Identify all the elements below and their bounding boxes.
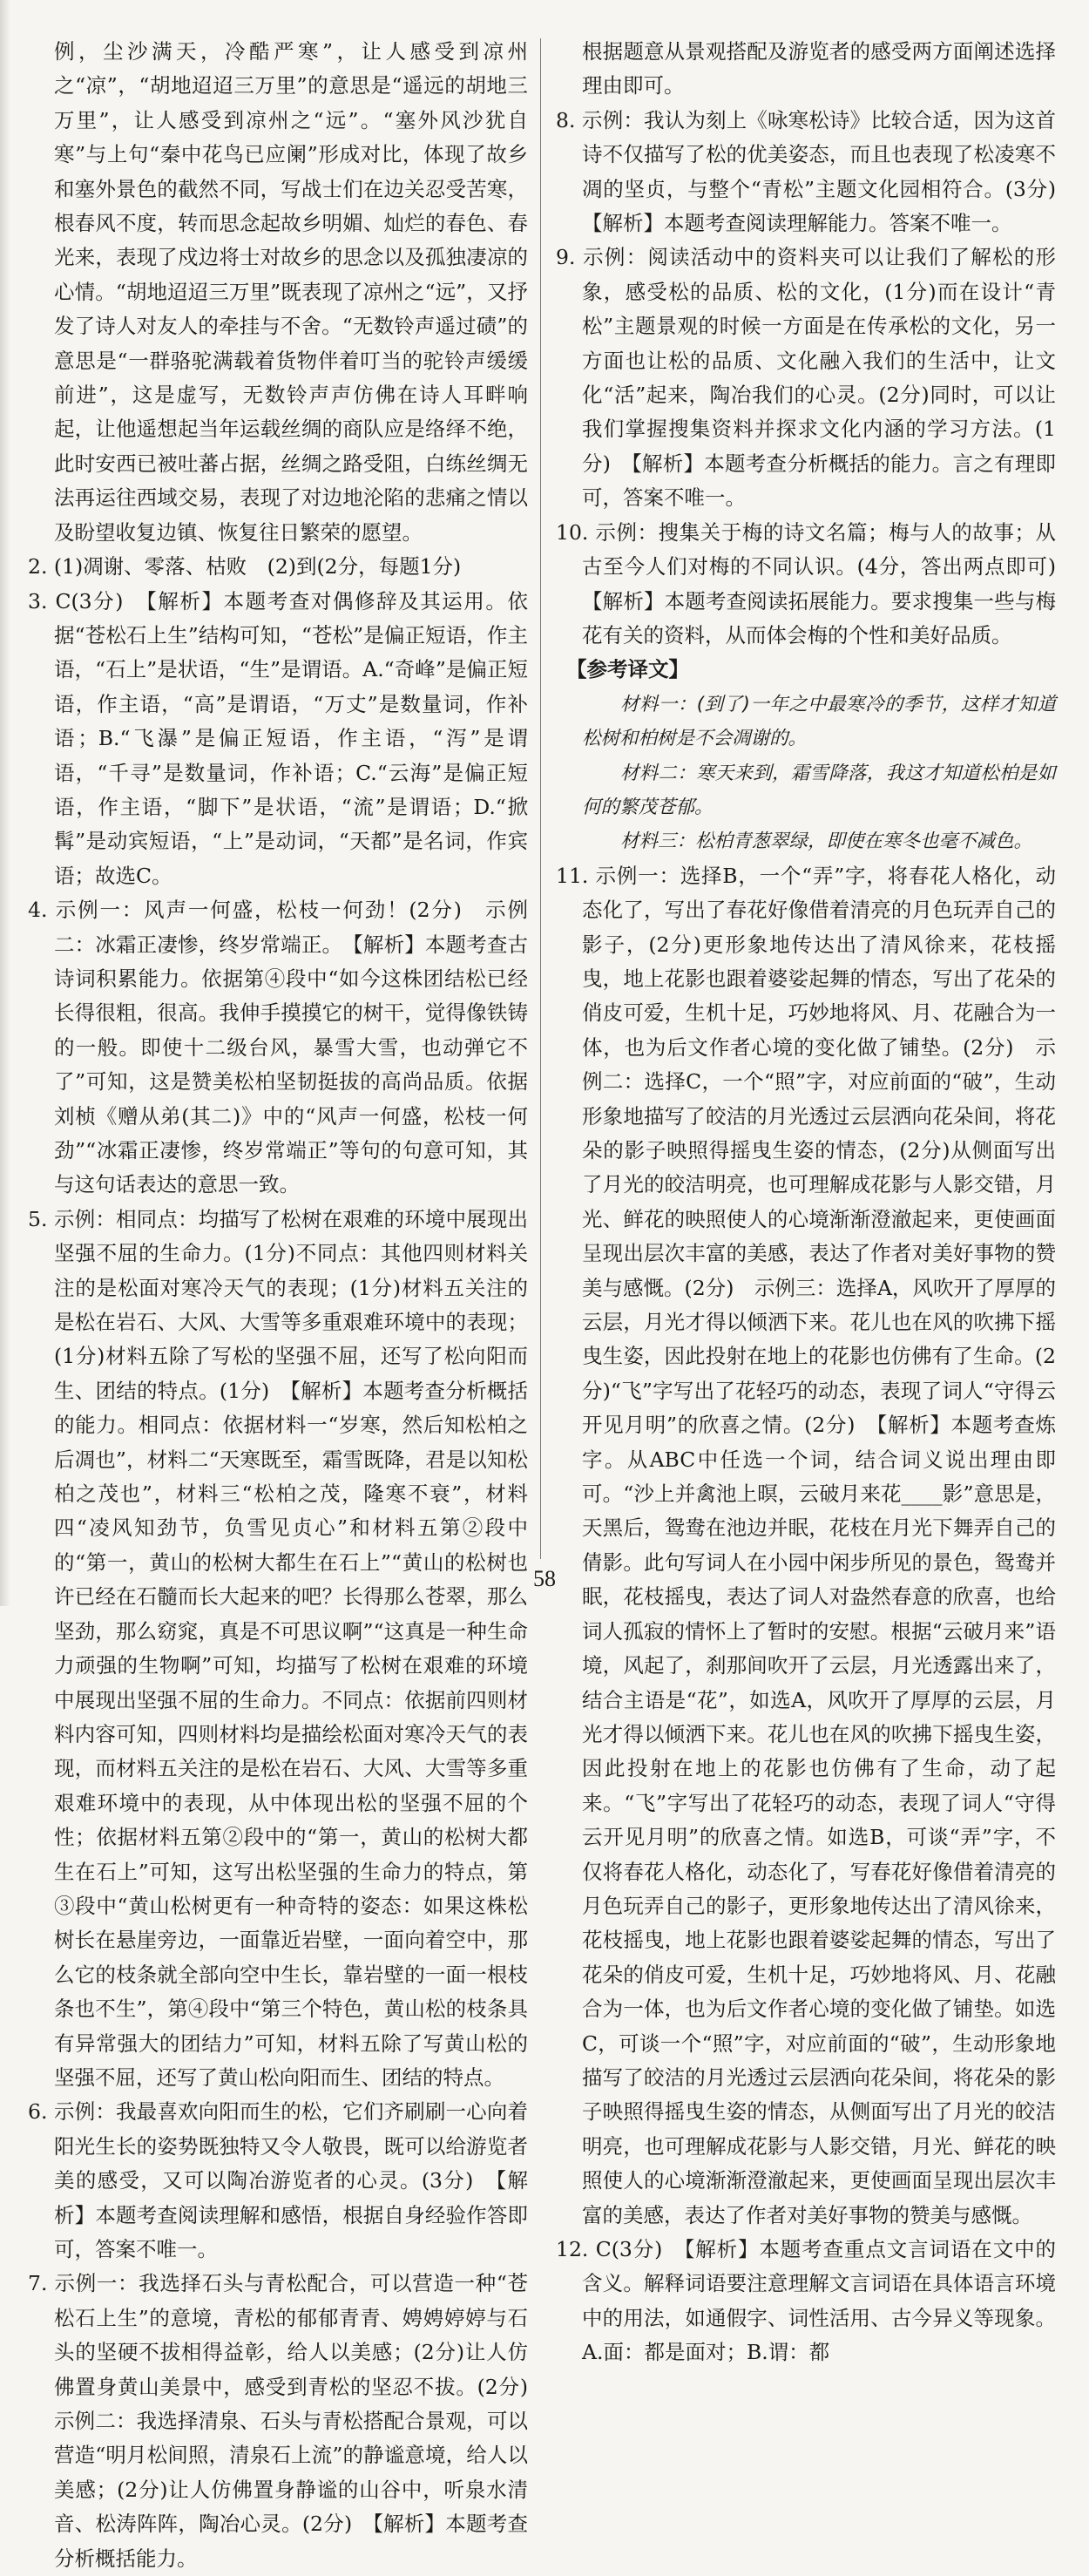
answer-item: 12. C(3分) 【解析】本题考查重点文言词语在文中的含义。解释词语要注意理解文言词语在具体语言环境中的用法，如通假字、词性活用、古今异义等现象。A.面：都是面对；B.谓：都 [556,2237,1056,2365]
answer-item: 4. 示例一：风声一何盛，松枝一何劲！(2分) 示例二：冰霜正凄惨，终岁常端正。 【解析】本题考查古诗词积累能力。依据第④段中“如今这株团结松已经长得很粗，很高。我伸手摸摸它的树干，觉得像铁铸的一般。即使十二级台风，暴雪大雪，也动弹它不了”可知，这是赞美松柏坚韧挺拔的高尚品质。依据刘桢《赠从弟(其二)》中的“风声一何盛，松枝一何劲”“冰霜正凄惨，终岁常端正”等句的句意可知，其与这句话表达的意思一致。 [28,898,528,1197]
answer-item: 6. 示例：我最喜欢向阳而生的松，它们齐刷刷一心向着阳光生长的姿势既独特又令人敬畏，既可以给游览者美的感受，又可以陶冶游览者的心灵。(3分) 【解析】本题考查阅读理解和感悟，根据自身经验作答即可，答案不唯一。 [28,2099,529,2261]
answer-item: 10. 示例：搜集关于梅的诗文名篇；梅与人的故事；从古至今人们对梅的不同认识。(4分，答出两点即可) 【解析】本题考查阅读拓展能力。要求搜集一些与梅花有关的资料，从而体会梅的个性和美好品质。 [556,519,1077,647]
right-column [556,35,1077,2370]
translation-line: 材料三：松柏青葱翠绿，即使在寒冬也毫不减色。 [620,830,1033,853]
answer-item: 9. 示例：阅读活动中的资料夹可以让我们了解松的形象，感受松的品质、松的文化，(1分)而在设计“青松”主题景观的时候一方面是在传承松的文化，另一方面也让松的品质、文化融入我们的生活中，让文化“活”起来，陶冶我们的心灵。(2分)同时，可以让我们掌握搜集资料并探求文化内涵的学习方法。(1分) 【解析】本题考查分析概括的能力。言之有理即可，答案不唯一。 [556,245,1056,511]
answer-item: 例，尘沙满天，冷酷严寒”，让人感受到凉州之“凉”，“胡地迢迢三万里”的意思是“遥远的胡地三万里”，让人感受到凉州之“远”。“塞外风沙犹自寒”与上句“秦中花鸟已应阑”形成对比，体现了故乡和塞外景色的截然不同，写战士们在边关忍受苦寒，根春风不度，转而思念起故乡明媚、灿烂的春色、春光来，表现了戍边将士对故乡的思念以及孤独凄凉的心情。“胡地迢迢三万里”既表现了凉州之“远”，又抒发了诗人对友人的牵挂与不舍。“无数铃声遥过碛”的意思是“一群骆驼满载着货物伴着叮当的驼铃声缓缓前进”，这是虚写，无数铃声声仿佛在诗人耳畔响起，让他遥想起当年运载丝绸的商队应是络绎不绝，此时安西已被吐蕃占据，丝绸之路受阻，白练丝绸无法再运往西域交易，表现了对边地沦陷的悲痛之情以及盼望收复边镇、恢复往日繁荣的愿望。 [54,39,528,545]
answer-item: 7. 示例一：我选择石头与青松配合，可以营造一种“苍松石上生”的意境，青松的郁郁青青、娉娉婷婷与石头的坚硬不拔相得益彰，给人以美感；(2分)让人仿佛置身黄山美景中，感受到青松的坚忍不拔。(2分) 示例二：我选择清泉、石头与青松搭配合景观，可以营造“明月松间照，清泉石上流”的静谧意境，给人以美感；(2分)让人仿佛置身静谧的山谷中，听泉水清音、松涛阵阵，陶冶心灵。(2分) 【解析】本题考查分析概括能力。 [28,2271,549,2571]
answer-item: 5. 示例：相同点：均描写了松树在艰难的环境中展现出坚强不屈的生命力。(1分)不同点：其他四则材料关注的是松面对寒冷天气的表现；(1分)材料五关注的是松在岩石、大风、大雪等多重艰难环境中的表现；(1分)材料五除了写松的坚强不屈，还写了松向阳而生、团结的特点。(1分) 【解析】本题考查分析概括的能力。相同点：依据材料一“岁寒，然后知松柏之后凋也”，材料二“天寒既至，霜雪既降，君是以知松柏之茂也”，材料三“松柏之茂，隆寒不衰”，材料四“凌风知劲节，负雪见贞心”和材料五第②段中的“第一，黄山的松树大都生在石上”“黄山的松树也许已经在石髓而长大起来的吧？长得那么苍翠，那么坚劲，那么窈窕，真是不可思议啊”“这真是一种生命力顽强的生物啊”可知，均描写了松树在艰难的环境中展现出坚强不屈的生命力。不同点：依据前四则材料内容可知，四则材料均是描绘松面对寒冷天气的表现，而材料五关注的是松在岩石、大风、大雪等多重艰难环境中的表现，从中体现出松的坚强不屈的个性；依据材料五第②段中的“第一，黄山的松树大都生在石上”可知，这写出松坚强的生命力的特点，第③段中“黄山松树更有一种奇特的姿态：如果这株松树长在悬崖旁边，一面靠近岩壁，一面向着空中，那么它的枝条就全部向空中生长，靠岩壁的一面一根枝条也不生”，第④段中“第三个特色，黄山松的枝条具有异常强大的团结力”可知，材料五除了写黄山松的坚强不屈，还写了黄山松向阳而生、团结的特点。 [28,1206,529,2090]
page-edge-shadow [0,0,10,1606]
section-heading: 【参考译文】 [566,657,689,682]
page-number: 58 [533,1566,556,1591]
answer-item: 2. (1)凋谢、零落、枯败 (2)到(2分，每题1分) [28,554,462,580]
answer-item: 11. 示例一：选择B，一个“弄”字，将春花人格化，动态化了，写出了春花好像借着清亮的月色玩弄自己的影子，(2分)更形象地传达出了清风徐来，花枝摇曳，地上花影也跟着婆娑起舞的情态，写出了花朵的俏皮可爱，生机十足，巧妙地将风、月、花融合为一体，也为后文作者心境的变化做了铺垫。(2分) 示例二：选择C，一个“照”字，对应前面的“破”，生动形象地描写了皎洁的月光透过云层洒向花朵间，将花朵的影子映照得摇曳生姿的情态，(2分)从侧面写出了月光的皎洁明亮，也可理解成花影与人影交错，月光、鲜花的映照使人的心境渐渐澄澈起来，更使画面呈现出层次丰富的美感，表达了作者对美好事物的赞美与感慨。(2分) 示例三：选择A，风吹开了厚厚的云层，月光才得以倾洒下来。花儿也在风的吹拂下摇曳生姿，因此投射在地上的花影也仿佛有了生命。(2分)“飞”字写出了花轻巧的动态，表现了词人“守得云开见月明”的欣喜之情。(2分) 【解析】本题考查炼字。从ABC中任选一个词，结合词义说出理由即可。“沙上并禽池上暝，云破月来花____影”意思是，天黑后，鸳鸯在池边并眠，花枝在月光下舞弄自己的倩影。此句写词人在小园中闲步所见的景色，鸳鸯并眠，花枝摇曳，表达了词人对盎然春意的欣喜，也给词人孤寂的情怀上了暂时的安慰。根据“云破月来”语境，风起了，刹那间吹开了云层，月光透露出来了，结合主语是“花”，如选A，风吹开了厚厚的云层，月光才得以倾洒下来。花儿也在风的吹拂下摇曳生姿，因此投射在地上的花影也仿佛有了生命，动了起来。“飞”字写出了花轻巧的动态，表现了词人“守得云开见月明”的欣喜之情。如选B，可谈“弄”字，不仅将春花人格化，动态化了，写春花好像借着清亮的月色玩弄自己的影子，更形象地传达出了清风徐来，花枝摇曳，地上花影也跟着婆娑起舞的情态，写出了花朵的俏皮可爱，生机十足，巧妙地将风、月、花融合为一体，也为后文作者心境的变化做了铺垫。如选C，可谈一个“照”字，对应前面的“破”，生动形象地描写了皎洁的月光透过云层洒向花朵间，将花朵的影子映照得摇曳生姿的情态，从侧面写出了月光的皎洁明亮，也可理解成花影与人影交错，月光、鲜花的映照使人的心境渐渐澄澈起来，更使画面呈现出层次丰富的美感，表达了作者对美好事物的赞美与感慨。 [556,863,1056,2227]
answer-item: 3. C(3分) 【解析】本题考查对偶修辞及其运用。依据“苍松石上生”结构可知，“苍松”是偏正短语，作主语，“石上”是状语，“生”是谓语。A.“奇峰”是偏正短语，作主语，“高”是谓语，“万丈”是数量词，作补语；B.“飞瀑”是偏正短语，作主语，“泻”是谓语，“千寻”是数量词，作补语；C.“云海”是偏正短语，作主语，“脚下”是状语，“流”是谓语；D.“掀髯”是动宾短语，“上”是动词，“天都”是名词，作宾语；故选C。 [28,588,528,888]
column-divider [540,38,541,1559]
translation-line: 材料一：(到了)一年之中最寒冷的季节，这样才知道松树和柏树是不会凋谢的。 [582,693,1056,750]
translation-line: 材料二：寒天来到，霜雪降落，我这才知道松柏是如何的繁茂苍郁。 [582,762,1056,818]
answer-item: 8. 示例：我认为刻上《咏寒松诗》比较合适，因为这首诗不仅描写了松的优美姿态，而且也表现了松凌寒不凋的坚贞，与整个“青松”主题文化园相符合。(3分) 【解析】本题考查阅读理解能力。答案不唯一。 [556,107,1077,236]
answer-item: 根据题意从景观搭配及游览者的感受两方面阐述选择理由即可。 [582,39,1056,98]
